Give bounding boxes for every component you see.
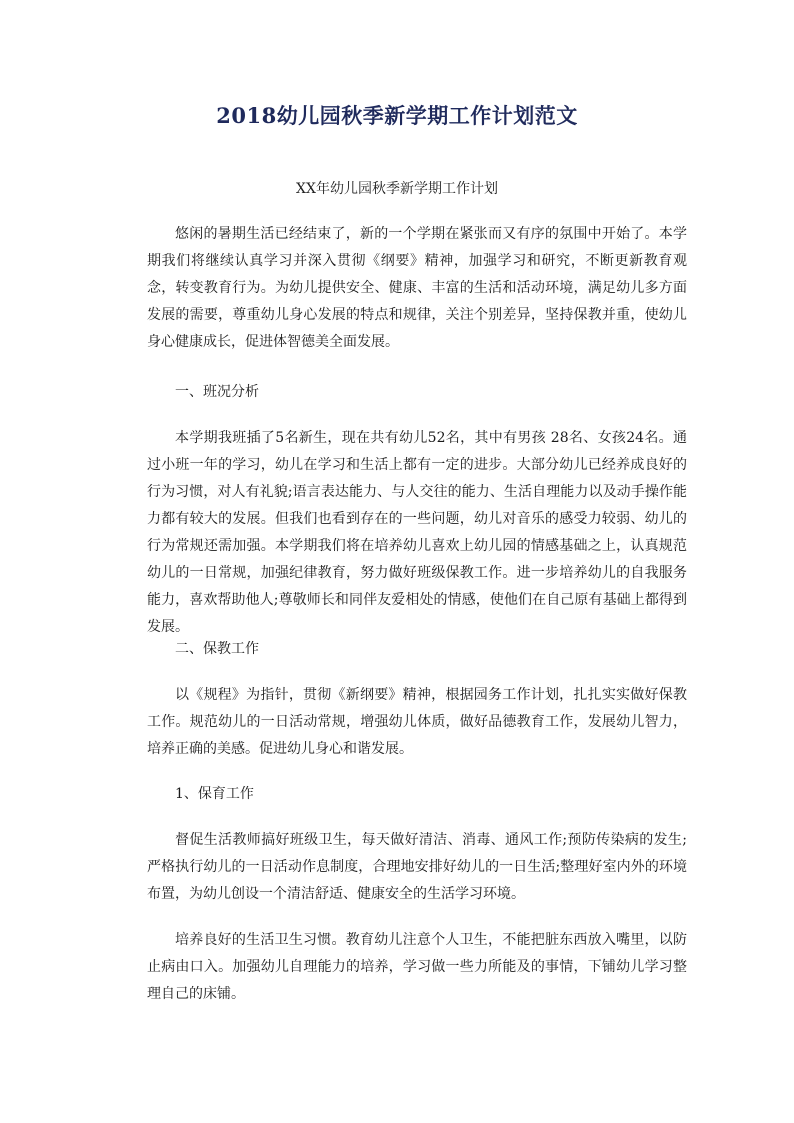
section-heading-hygiene-work	[147, 781, 687, 808]
section-heading-care-education	[147, 636, 687, 663]
document-title: 2018幼儿园秋季新学期工作计划范文	[216, 103, 578, 128]
paragraph-care-education-text: 以《规程》为指针，贯彻《新纲要》精神，根据园务工作计划，扎扎实实做好保教工作。规范幼儿的一日活动常规，增强幼儿体质，做好品德教育工作，发展幼儿智力，培养正确的美感。促进幼儿身心和谐发展。	[147, 687, 687, 757]
paragraph-care-education	[147, 682, 687, 763]
section-heading-class-analysis	[147, 379, 687, 406]
paragraph-habits	[147, 927, 687, 1008]
paragraph-intro	[147, 221, 687, 356]
section-heading-2-text: 二、保教工作	[175, 641, 259, 657]
paragraph-class-analysis	[147, 425, 687, 641]
section-heading-3-text: 1、保育工作	[175, 786, 254, 802]
paragraph-habits-text: 培养良好的生活卫生习惯。教育幼儿注意个人卫生，不能把脏东西放入嘴里，以防止病由口入。加强幼儿自理能力的培养，学习做一些力所能及的事情，下铺幼儿学习整理自己的床铺。	[147, 932, 687, 1002]
paragraph-intro-text: 悠闲的暑期生活已经结束了，新的一个学期在紧张而又有序的氛围中开始了。本学期我们将继续认真学习并深入贯彻《纲要》精神，加强学习和研究，不断更新教育观念，转变教育行为。为幼儿提供安全、健康、丰富的生活和活动环境，满足幼儿多方面发展的需要，尊重幼儿身心发展的特点和规律，关注个别差异，坚持保教并重，使幼儿身心健康成长，促进体智德美全面发展。	[147, 226, 687, 350]
paragraph-hygiene	[147, 827, 687, 908]
document-subtitle: XX年幼儿园秋季新学期工作计划	[296, 181, 498, 197]
paragraph-hygiene-text: 督促生活教师搞好班级卫生，每天做好清洁、消毒、通风工作;预防传染病的发生;严格执行幼儿的一日活动作息制度，合理地安排好幼儿的一日生活;整理好室内外的环境布置，为幼儿创设一个清洁舒适、健康安全的生活学习环境。	[147, 832, 687, 902]
paragraph-class-analysis-text: 本学期我班插了5名新生，现在共有幼儿52名，其中有男孩 28名、女孩24名。通过小班一年的学习，幼儿在学习和生活上都有一定的进步。大部分幼儿已经养成良好的行为习惯，对人有礼貌;语言表达能力、与人交往的能力、生活自理能力以及动手操作能力都有较大的发展。但我们也看到存在的一些问题，幼儿对音乐的感受力较弱、幼儿的行为常规还需加强。本学期我们将在培养幼儿喜欢上幼儿园的情感基础之上，认真规范幼儿的一日常规，加强纪律教育，努力做好班级保教工作。进一步培养幼儿的自我服务能力，喜欢帮助他人;尊敬师长和同伴友爱相处的情感，使他们在自己原有基础上都得到发展。	[147, 430, 687, 635]
section-heading-1-text: 一、班况分析	[175, 384, 259, 400]
